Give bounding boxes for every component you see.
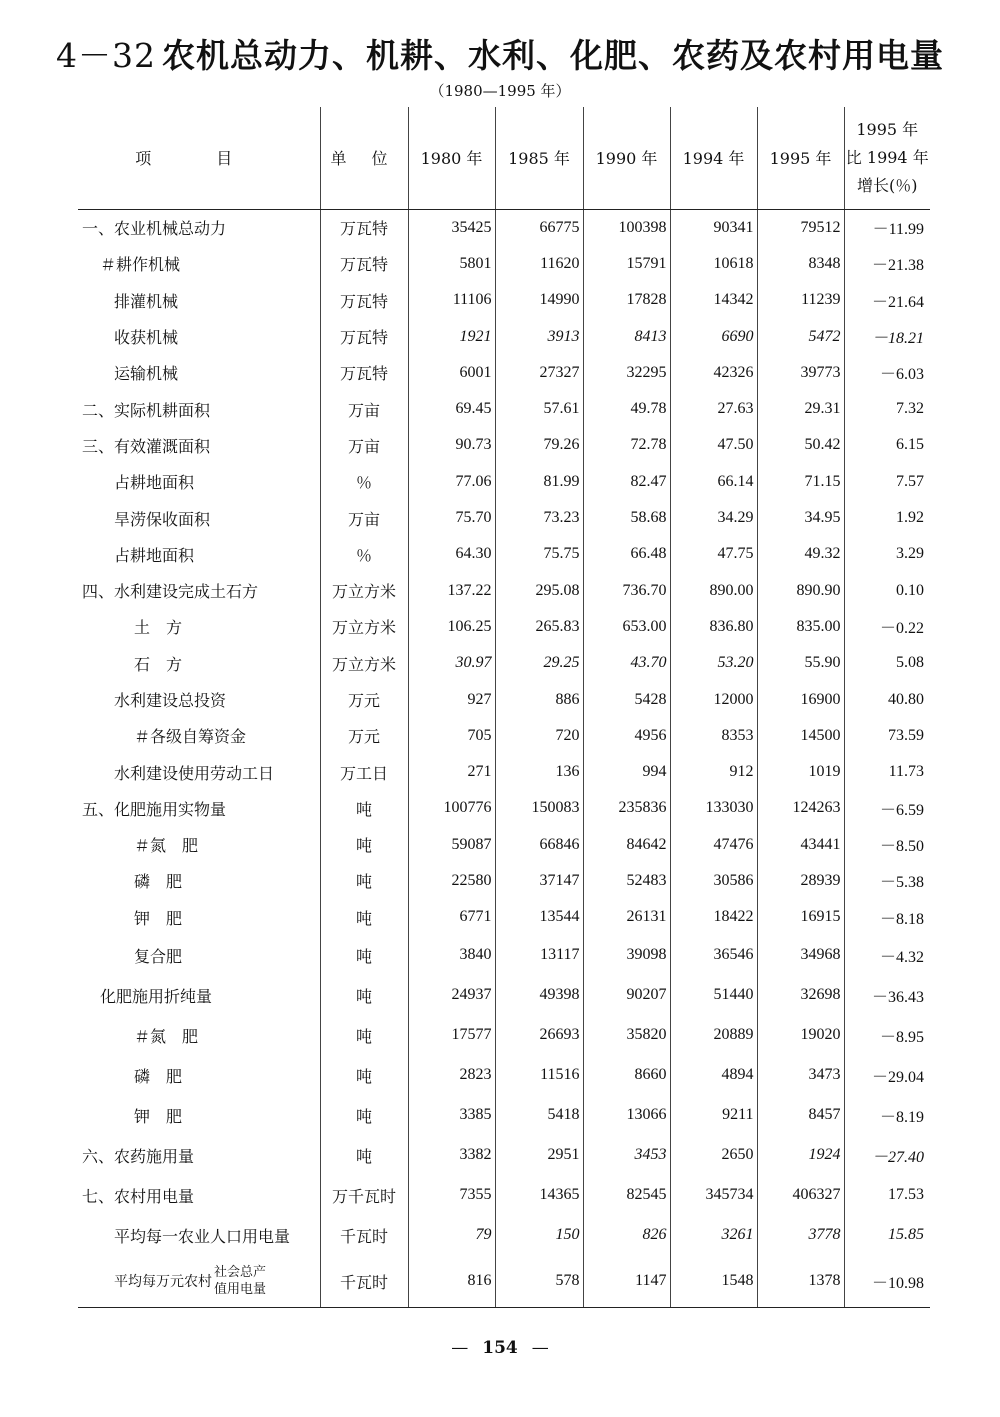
row-value: 8660 [583,1055,670,1095]
row-unit: 万元 [320,718,408,754]
row-value: 71.15 [757,464,844,500]
row-value: 79512 [757,209,844,246]
row-unit: 万瓦特 [320,355,408,391]
row-value: 59087 [408,827,495,863]
row-growth: －6.59 [879,801,924,819]
header-year-1985: 1985 年 [495,107,583,209]
row-value: 35425 [408,209,495,246]
row-value: 3453 [583,1135,670,1175]
table-row [78,355,930,391]
row-growth: 40.80 [888,690,924,708]
row-value: 69.45 [408,391,495,427]
row-value: 816 [408,1255,495,1308]
table-row [78,536,930,572]
table-row [78,318,930,354]
row-value: 5428 [583,681,670,717]
row-value: 43441 [757,827,844,863]
row-growth: －36.43 [871,988,924,1006]
row-value: 39773 [757,355,844,391]
statistics-table [78,107,930,1308]
row-value: 345734 [670,1175,757,1215]
header-row [78,107,930,209]
row-value: 66.14 [670,464,757,500]
row-value: 736.70 [583,572,670,608]
row-growth: －11.99 [872,221,924,239]
row-value: 265.83 [495,609,583,645]
row-unit: 万亩 [320,391,408,427]
row-value: 77.06 [408,464,495,500]
row-value: 13117 [495,935,583,975]
row-value: 406327 [757,1175,844,1215]
row-value: 1378 [757,1255,844,1308]
row-growth: 7.57 [896,472,924,490]
row-growth: 7.32 [896,400,924,418]
row-value: 11106 [408,282,495,318]
row-unit: 吨 [320,899,408,935]
row-value: 927 [408,681,495,717]
table-row [78,1095,930,1135]
row-unit: 万瓦特 [320,282,408,318]
table-title-text: 农机总动力、机耕、水利、化肥、农药及农村用电量 [162,36,944,75]
row-value: 137.22 [408,572,495,608]
row-value: 890.00 [670,572,757,608]
row-value: 51440 [670,975,757,1015]
header-growth-line3: 增长(％) [857,175,918,195]
row-value: 90.73 [408,427,495,463]
row-value: 79.26 [495,427,583,463]
table-row [78,1015,930,1055]
row-value: 42326 [670,355,757,391]
row-value: 1924 [757,1135,844,1175]
row-item-name-top: 社会总产 [214,1265,267,1281]
row-value: 3913 [495,318,583,354]
row-growth: －18.21 [871,330,924,348]
row-value: 82.47 [583,464,670,500]
row-value: 11239 [757,282,844,318]
row-unit: 万瓦特 [320,318,408,354]
row-unit: 吨 [320,863,408,899]
table-row [78,427,930,463]
page-dash-right: — [531,1338,549,1358]
row-value: 826 [583,1215,670,1255]
row-value: 890.90 [757,572,844,608]
row-value: 26693 [495,1015,583,1055]
row-item-name: 复合肥 [78,935,320,975]
table-subtitle: （1980—1995 年） [429,82,571,100]
row-value: 75.70 [408,500,495,536]
row-item-name: 运输机械 [78,355,320,391]
row-item-name: 六、农药施用量 [78,1135,320,1175]
row-value: 8348 [757,246,844,282]
row-value: 1921 [408,318,495,354]
row-value: 47476 [670,827,757,863]
row-growth: 3.29 [896,545,924,563]
row-value: 20889 [670,1015,757,1055]
row-value: 32295 [583,355,670,391]
row-value: 66846 [495,827,583,863]
row-unit: 万亩 [320,427,408,463]
row-value: 72.78 [583,427,670,463]
row-growth: －8.95 [879,1028,924,1046]
row-value: 6771 [408,899,495,935]
row-growth: －21.64 [871,293,924,311]
row-unit: 吨 [320,1095,408,1135]
row-item-name: 旱涝保收面积 [78,500,320,536]
row-value: 37147 [495,863,583,899]
row-unit: 万亩 [320,500,408,536]
row-unit: 千瓦时 [320,1215,408,1255]
row-unit: ％ [320,464,408,500]
row-growth: 0.10 [896,581,924,599]
row-item-name: 水利建设总投资 [78,681,320,717]
row-value: 34.29 [670,500,757,536]
row-value: 47.50 [670,427,757,463]
row-unit: 吨 [320,975,408,1015]
row-growth: －8.50 [879,838,924,856]
row-value: 835.00 [757,609,844,645]
row-unit: 吨 [320,1055,408,1095]
page-footer [0,1338,1000,1358]
row-value: 79 [408,1215,495,1255]
row-item-name: 钾 肥 [78,1095,320,1135]
row-unit: 万瓦特 [320,246,408,282]
row-item-name: 磷 肥 [78,863,320,899]
row-unit: 万元 [320,681,408,717]
row-value: 106.25 [408,609,495,645]
row-item-name: 三、有效灌溉面积 [78,427,320,463]
row-value: 34968 [757,935,844,975]
row-value: 30586 [670,863,757,899]
row-value: 5418 [495,1095,583,1135]
row-item-name: 二、实际机耕面积 [78,391,320,427]
row-value: 705 [408,718,495,754]
row-value: 11516 [495,1055,583,1095]
row-growth: 1.92 [896,509,924,527]
row-item-name: 四、水利建设完成土石方 [78,572,320,608]
row-value: 14365 [495,1175,583,1215]
row-unit: 万立方米 [320,609,408,645]
row-value: 14990 [495,282,583,318]
row-value: 4956 [583,718,670,754]
header-growth [844,107,930,209]
table-row [78,863,930,899]
row-item-name: ＃氮 肥 [78,827,320,863]
row-item-name: 排灌机械 [78,282,320,318]
table-row [78,645,930,681]
row-value: 295.08 [495,572,583,608]
row-value: 5801 [408,246,495,282]
table-row [78,935,930,975]
row-unit: 万工日 [320,754,408,790]
row-value: 8413 [583,318,670,354]
table-number: 4－32 [56,36,156,75]
row-value: 235836 [583,790,670,826]
row-value: 26131 [583,899,670,935]
row-value: 34.95 [757,500,844,536]
row-growth: －6.03 [879,366,924,384]
row-value: 36546 [670,935,757,975]
row-value: 90341 [670,209,757,246]
row-value: 66775 [495,209,583,246]
row-value: 35820 [583,1015,670,1055]
row-value: 39098 [583,935,670,975]
row-value: 52483 [583,863,670,899]
header-year-1995: 1995 年 [757,107,844,209]
row-value: 22580 [408,863,495,899]
row-value: 8457 [757,1095,844,1135]
table-row [78,464,930,500]
row-value: 8353 [670,718,757,754]
row-growth: 11.73 [888,763,924,781]
row-value: 271 [408,754,495,790]
row-unit: 万立方米 [320,572,408,608]
row-value: 11620 [495,246,583,282]
row-item-name: 收获机械 [78,318,320,354]
row-value: 29.31 [757,391,844,427]
page-number: 154 [482,1338,518,1358]
row-value: 81.99 [495,464,583,500]
page-dash-left: — [451,1338,469,1358]
row-value: 49.32 [757,536,844,572]
row-value: 578 [495,1255,583,1308]
row-growth: －8.18 [879,910,924,928]
row-item-name [78,1255,320,1308]
row-value: 124263 [757,790,844,826]
row-value: 50.42 [757,427,844,463]
header-year-1990: 1990 年 [583,107,670,209]
table-row [78,1255,930,1308]
row-item-name: ＃耕作机械 [78,246,320,282]
row-growth: 5.08 [896,654,924,672]
row-value: 84642 [583,827,670,863]
row-value: 24937 [408,975,495,1015]
header-growth-line1: 1995 年 [856,119,919,139]
row-item-name: 占耕地面积 [78,536,320,572]
row-item-name: 占耕地面积 [78,464,320,500]
row-unit: 吨 [320,1135,408,1175]
row-unit: 万千瓦时 [320,1175,408,1215]
row-value: 7355 [408,1175,495,1215]
row-value: 17577 [408,1015,495,1055]
row-value: 3382 [408,1135,495,1175]
row-value: 3840 [408,935,495,975]
row-value: 49.78 [583,391,670,427]
table-row [78,754,930,790]
row-value: 3261 [670,1215,757,1255]
row-value: 53.20 [670,645,757,681]
row-value: 1147 [583,1255,670,1308]
row-value: 6690 [670,318,757,354]
row-value: 2951 [495,1135,583,1175]
row-value: 836.80 [670,609,757,645]
row-item-name: ＃各级自筹资金 [78,718,320,754]
header-growth-line2: 比 1994 年 [845,147,929,167]
row-value: 14500 [757,718,844,754]
row-value: 886 [495,681,583,717]
row-value: 136 [495,754,583,790]
row-growth: 6.15 [896,436,924,454]
row-value: 49398 [495,975,583,1015]
row-item-name-bottom: 值用电量 [214,1282,267,1298]
header-unit: 单 位 [320,107,408,209]
row-value: 55.90 [757,645,844,681]
row-value: 100776 [408,790,495,826]
row-growth: 73.59 [888,726,924,744]
row-growth: －21.38 [871,257,924,275]
row-growth: －5.38 [879,874,924,892]
row-item-name: 土 方 [78,609,320,645]
row-value: 13544 [495,899,583,935]
row-value: 30.97 [408,645,495,681]
header-year-1980: 1980 年 [408,107,495,209]
row-value: 27.63 [670,391,757,427]
row-value: 17828 [583,282,670,318]
table-row [78,718,930,754]
row-value: 73.23 [495,500,583,536]
row-value: 4894 [670,1055,757,1095]
row-value: 27327 [495,355,583,391]
row-value: 5472 [757,318,844,354]
row-value: 58.68 [583,500,670,536]
table-row [78,209,930,246]
row-value: 32698 [757,975,844,1015]
row-value: 653.00 [583,609,670,645]
row-value: 90207 [583,975,670,1015]
row-value: 10618 [670,246,757,282]
row-value: 66.48 [583,536,670,572]
row-value: 12000 [670,681,757,717]
row-unit: 万瓦特 [320,209,408,246]
row-item-name: 平均每一农业人口用电量 [78,1215,320,1255]
row-value: 3473 [757,1055,844,1095]
table-row [78,246,930,282]
row-value: 75.75 [495,536,583,572]
row-unit: 吨 [320,790,408,826]
row-item-name: 磷 肥 [78,1055,320,1095]
row-value: 16900 [757,681,844,717]
table-row [78,681,930,717]
row-growth: －8.19 [879,1108,924,1126]
row-value: 2823 [408,1055,495,1095]
row-unit: 吨 [320,1015,408,1055]
row-value: 133030 [670,790,757,826]
row-unit: ％ [320,536,408,572]
row-value: 994 [583,754,670,790]
row-value: 100398 [583,209,670,246]
table-row [78,572,930,608]
table-row [78,500,930,536]
table-row [78,282,930,318]
table-row [78,790,930,826]
row-unit: 吨 [320,935,408,975]
row-item-name: 一、农业机械总动力 [78,209,320,246]
row-item-name-prefix: 平均每万元农村 [114,1274,212,1291]
row-value: 43.70 [583,645,670,681]
row-value: 6001 [408,355,495,391]
row-value: 57.61 [495,391,583,427]
row-value: 13066 [583,1095,670,1135]
row-value: 1548 [670,1255,757,1308]
row-unit: 吨 [320,827,408,863]
row-value: 14342 [670,282,757,318]
row-value: 47.75 [670,536,757,572]
row-value: 28939 [757,863,844,899]
table-row [78,899,930,935]
header-year-1994: 1994 年 [670,107,757,209]
table-title [0,30,1000,77]
row-growth: －4.32 [879,948,924,966]
table-row [78,609,930,645]
row-growth: －29.04 [871,1068,924,1086]
row-value: 3385 [408,1095,495,1135]
row-item-name: 钾 肥 [78,899,320,935]
row-growth: 17.53 [888,1186,924,1204]
header-item: 项 目 [78,107,320,209]
row-growth: －27.40 [871,1148,924,1166]
row-value: 18422 [670,899,757,935]
row-item-name: 五、化肥施用实物量 [78,790,320,826]
row-growth: －10.98 [844,1255,930,1308]
row-item-name: 石 方 [78,645,320,681]
row-value: 2650 [670,1135,757,1175]
row-value: 720 [495,718,583,754]
table-row [78,1215,930,1255]
table-row [78,1175,930,1215]
row-value: 3778 [757,1215,844,1255]
table-row [78,827,930,863]
row-unit: 千瓦时 [320,1255,408,1308]
row-value: 912 [670,754,757,790]
table-row [78,391,930,427]
row-item-name: 化肥施用折纯量 [78,975,320,1015]
row-value: 16915 [757,899,844,935]
table-row [78,975,930,1015]
row-value: 64.30 [408,536,495,572]
row-value: 1019 [757,754,844,790]
row-value: 29.25 [495,645,583,681]
row-value: 19020 [757,1015,844,1055]
row-value: 150 [495,1215,583,1255]
row-value: 9211 [670,1095,757,1135]
row-growth: 15.85 [888,1226,924,1244]
row-item-name: ＃氮 肥 [78,1015,320,1055]
table-row [78,1135,930,1175]
row-value: 82545 [583,1175,670,1215]
row-growth: －0.22 [879,620,924,638]
row-item-name: 水利建设使用劳动工日 [78,754,320,790]
row-unit: 万立方米 [320,645,408,681]
table-row [78,1055,930,1095]
row-item-name: 七、农村用电量 [78,1175,320,1215]
row-value: 15791 [583,246,670,282]
row-value: 150083 [495,790,583,826]
